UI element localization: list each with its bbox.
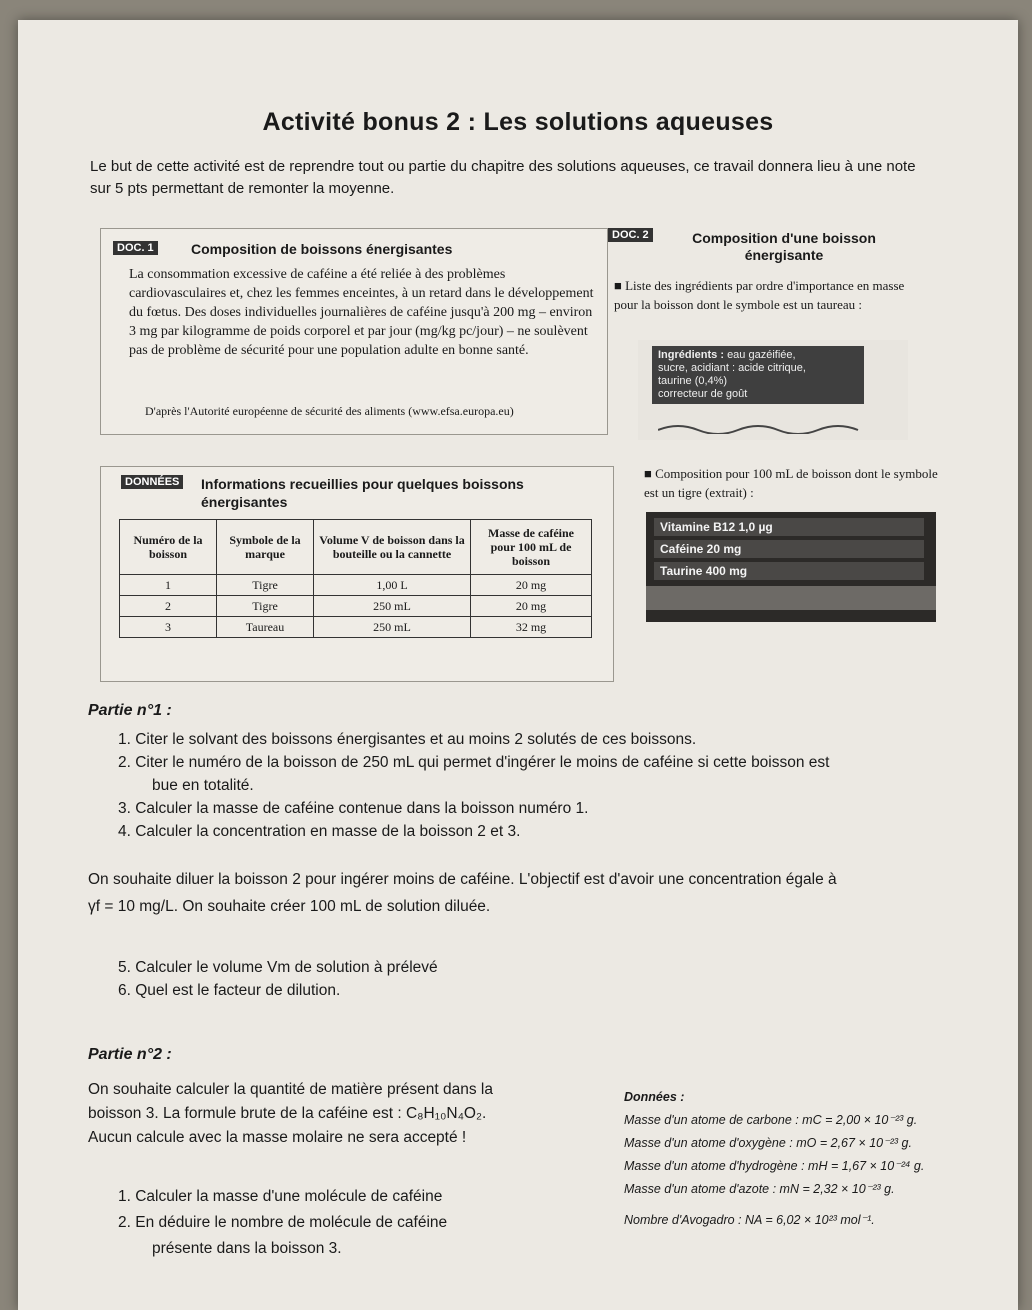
doc1-source: D'après l'Autorité européenne de sécurité des aliments (www.efsa.europa.eu) <box>145 404 514 418</box>
doc1-body: La consommation excessive de caféine a été reliée à des problèmes cardiovasculaires et, chez les femmes enceintes, à un retard dans le développement du fœtus. Des doses individuelles journalières de caféine jusqu'à 200 mg – environ 3 mg par kilogramme de poids corporel et par jour (mg/kg pc/jour) – ne soulèvent pas de problème de sécurité pour une population adulte en bonne santé. <box>129 267 594 358</box>
boissons-table <box>119 519 592 638</box>
donnees-tag: DONNÉES <box>121 475 183 489</box>
doc2-heading: Composition d'une boisson énergisante <box>692 230 876 263</box>
taureau-can-label <box>638 340 908 440</box>
constant-hydrogene: Masse d'un atome d'hydrogène : mH = 1,67 × 10⁻²⁴ g. <box>624 1159 925 1173</box>
ingredients-line3: taurine (0,4%) <box>658 375 728 387</box>
question-item: 1. Calculer la masse d'une molécule de caféine <box>118 1188 443 1205</box>
vitamin-b12-line: Vitamine B12 1,0 µg <box>654 518 924 536</box>
doc1-heading: Composition de boissons énergisantes <box>191 241 453 257</box>
doc1-box <box>100 228 608 435</box>
donnees-constants <box>624 1086 964 1232</box>
constants-heading: Données : <box>624 1090 685 1104</box>
partie1-questions-b <box>118 956 918 1002</box>
table-cell: 32 mg <box>471 617 592 638</box>
question-item: 4. Calculer la concentration en masse de la boisson 2 et 3. <box>118 823 521 840</box>
cafeine-line: Caféine 20 mg <box>654 540 924 558</box>
table-cell: Tigre <box>217 596 314 617</box>
question-item-continued: présente dans la boisson 3. <box>152 1240 342 1257</box>
table-cell: Tigre <box>217 575 314 596</box>
table-cell: 1 <box>120 575 217 596</box>
tigre-composition-intro: ■ Composition pour 100 mL de boisson dont le symbole est un tigre (extrait) : <box>644 466 938 500</box>
col-header: Symbole de la marque <box>217 520 314 575</box>
partie1-questions <box>118 728 958 843</box>
question-item: 2. En déduire le nombre de molécule de caféine <box>118 1214 448 1231</box>
table-cell: 2 <box>120 596 217 617</box>
doc2-tag: DOC. 2 <box>608 228 653 242</box>
can-decoration-icon <box>658 420 878 434</box>
doc2-list-intro: ■ Liste des ingrédients par ordre d'importance en masse pour la boisson dont le symbole est un taureau : <box>614 278 905 312</box>
table-cell: 3 <box>120 617 217 638</box>
ingredients-line4: correcteur de goût <box>658 388 748 400</box>
partie1-heading: Partie n°1 : <box>88 702 172 719</box>
table-cell: 250 mL <box>314 617 471 638</box>
question-item: 3. Calculer la masse de caféine contenue dans la boisson numéro 1. <box>118 800 589 817</box>
doc1-tag: DOC. 1 <box>113 241 158 255</box>
tigre-can-label <box>646 512 936 622</box>
col-header: Masse de caféine pour 100 mL de boisson <box>471 520 592 575</box>
col-header: Volume V de boisson dans la bouteille ou la cannette <box>314 520 471 575</box>
intro-paragraph: Le but de cette activité est de reprendre tout ou partie du chapitre des solutions aqueuses, ce travail donnera lieu à une note sur 5 pts permettant de remonter la moyenne. <box>90 158 916 197</box>
table-cell: 20 mg <box>471 575 592 596</box>
question-item: 5. Calculer le volume Vm de solution à prélevé <box>118 959 438 976</box>
question-item: 1. Citer le solvant des boissons énergisantes et au moins 2 solutés de ces boissons. <box>118 731 697 748</box>
dilution-text-1: On souhaite diluer la boisson 2 pour ingérer moins de caféine. L'objectif est d'avoir une concentration égale à <box>88 871 837 888</box>
constant-oxygene: Masse d'un atome d'oxygène : mO = 2,67 × 10⁻²³ g. <box>624 1136 912 1150</box>
col-header: Numéro de la boisson <box>120 520 217 575</box>
donnees-box <box>100 466 614 682</box>
dilution-text-2: γf = 10 mg/L. On souhaite créer 100 mL de solution diluée. <box>88 898 491 915</box>
taurine-line: Taurine 400 mg <box>654 562 924 580</box>
partie2-line3: Aucun calcule avec la masse molaire ne sera accepté ! <box>88 1129 467 1146</box>
worksheet-page <box>18 20 1018 1310</box>
question-item-continued: bue en totalité. <box>152 777 254 794</box>
question-item: 2. Citer le numéro de la boisson de 250 mL qui permet d'ingérer le moins de caféine si cette boisson est <box>118 754 830 771</box>
table-cell: 250 mL <box>314 596 471 617</box>
table-row <box>120 596 592 617</box>
page-title: Activité bonus 2 : Les solutions aqueuses <box>262 108 774 136</box>
table-row <box>120 575 592 596</box>
constant-carbone: Masse d'un atome de carbone : mC = 2,00 × 10⁻²³ g. <box>624 1113 918 1127</box>
constant-azote: Masse d'un atome d'azote : mN = 2,32 × 10⁻²³ g. <box>624 1182 895 1196</box>
table-cell: 20 mg <box>471 596 592 617</box>
donnees-heading: Informations recueillies pour quelques boissons énergisantes <box>201 476 524 510</box>
dilution-paragraph <box>88 866 968 920</box>
partie2-line1: On souhaite calculer la quantité de matière présent dans la <box>88 1081 493 1098</box>
partie2-line2: boisson 3. La formule brute de la caféine est : C₈H₁₀N₄O₂. <box>88 1105 487 1122</box>
partie2-questions <box>118 1184 598 1262</box>
ingredients-prefix: Ingrédients : <box>658 349 728 361</box>
ingredients-label <box>652 346 864 404</box>
can-stripe <box>646 586 936 610</box>
table-cell: 1,00 L <box>314 575 471 596</box>
question-item: 6. Quel est le facteur de dilution. <box>118 982 341 999</box>
constant-avogadro: Nombre d'Avogadro : NA = 6,02 × 10²³ mol⁻¹. <box>624 1213 875 1227</box>
table-row <box>120 617 592 638</box>
table-cell: Taureau <box>217 617 314 638</box>
partie2-heading: Partie n°2 : <box>88 1046 172 1063</box>
partie2-paragraph <box>88 1078 628 1150</box>
ingredients-line2: sucre, acidiant : acide citrique, <box>658 362 806 374</box>
ingredients-line1: eau gazéifiée, <box>727 349 796 361</box>
